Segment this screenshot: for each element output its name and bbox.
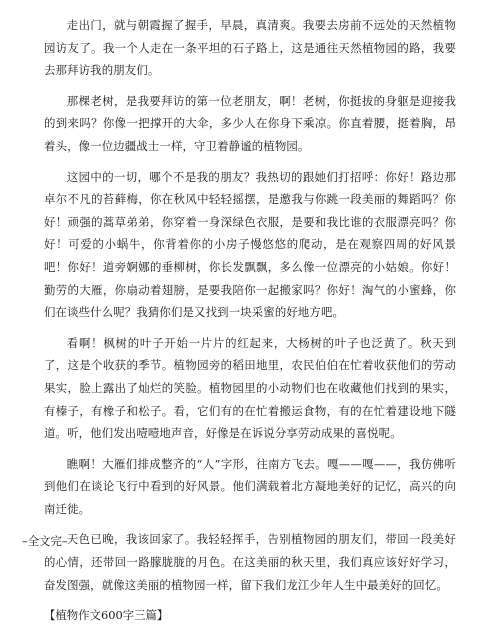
paragraph-6: 天色已晚，我该回家了。我轻轻挥手，告别植物园的朋友们，带回一段美好的心情，还带回一路朦胧胧的月色。在这美丽的秋天里，我们真应该好好学习，奋发图强，就像这美丽的植物园一样，留下我们龙江少年人生中最美好的回忆。: [44, 532, 456, 592]
article-tag: 【植物作文600字三篇】: [44, 608, 169, 623]
end-mark: –全文完–: [22, 534, 68, 548]
paragraph-4: 看啊！枫树的叶子开始一片片的红起来，大杨树的叶子也泛黄了。秋天到了，这是个收获的季节。植物园旁的稻田地里，农民伯伯在忙着收获他们的劳动果实，脸上露出了灿烂的笑脸。植物园里的小动物们也在收藏他们找到的果实，有榛子，有橡子和松子。看，它们有的在忙着搬运食物，有的在忙着建设地下隧道。听，他们发出噎噎地声音，好像是在诉说分享劳动成果的喜悦呢。: [44, 335, 456, 441]
paragraph-5: 瞧啊！大雁们排成整齐的“人”字形，往南方飞去。嘎——嘎——，我仿佛听到他们在谈论飞行中看到的好风景。他们满载着北方凝地美好的记忆，高兴的向南迁徙。: [44, 456, 456, 516]
paragraph-1: 走出门，就与朝霞握了握手，早晨，真清爽。我要去房前不远处的天然植物园访友了。我一个人走在一条平坦的石子路上，这是通往天然植物园的路，我要去那拜访我的朋友们。: [44, 18, 456, 78]
paragraph-2: 那棵老树，是我要拜访的第一位老朋友，啊！老树，你挺拔的身躯是迎接我的到来吗？你像一把撑开的大伞，多少人在你身下乘凉。你直着腰，挺着胸，昂着头，像一位边疆战士一样，守卫着静谧的植物园。: [44, 93, 456, 153]
paragraph-3: 这园中的一切，哪个不是我的朋友？我热切的跟她们打招呼：你好！路边那卓尔不凡的苔藓梅，你在秋风中轻轻摇摆，是邀我与你跳一段美丽的舞蹈吗？你好！顽强的蒿草弟弟，你穿着一身深绿色衣服，是要和我比谁的衣服漂亮吗？你好！可爱的小蜗牛，你背着你的小房子慢悠悠的爬动，是在观察四周的好风景吧！你好！道旁婀娜的垂柳树，你长发飘飘，多么像一位漂亮的小姑娘。你好！勤劳的大雁，你扇动着翅膀，是要我陪你一起搬家吗？你好！淘气的小蜜蜂，你们在谈些什么呢？我猜你们是又找到一块采蜜的好地方吧。: [44, 169, 456, 320]
